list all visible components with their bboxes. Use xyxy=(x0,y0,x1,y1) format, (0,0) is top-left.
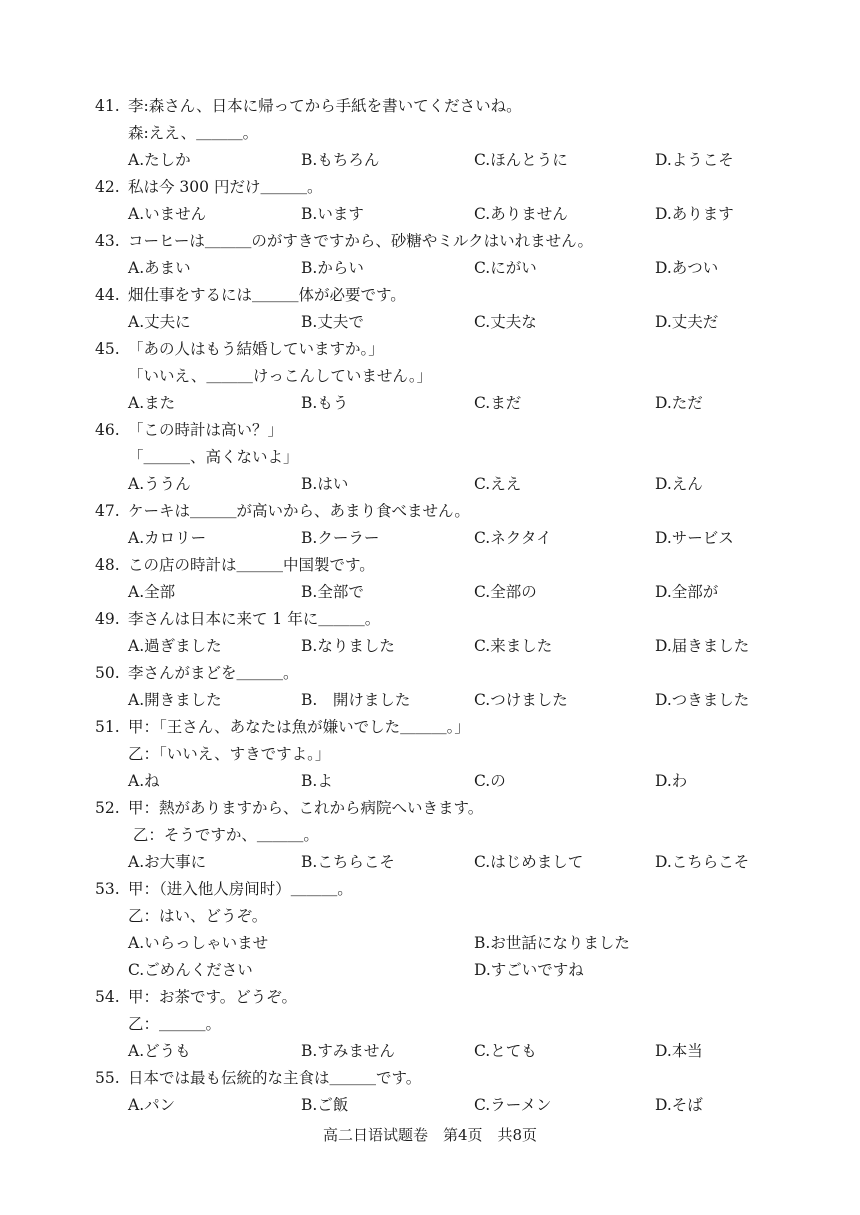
answer-option: A.どうも xyxy=(128,1042,191,1060)
question-number: 41. xyxy=(95,97,120,115)
answer-option: D.ただ xyxy=(655,394,703,412)
answer-option: D.あつい xyxy=(655,259,719,277)
question-stem xyxy=(95,93,860,120)
question xyxy=(95,174,860,228)
stem-text: 「あの人はもう結婚していますか。」 xyxy=(128,340,384,358)
answer-option: C.ほんとうに xyxy=(474,151,568,169)
answer-option: B.はい xyxy=(301,475,349,493)
stem-text: 李さんは日本に来て 1 年に＿＿＿。 xyxy=(128,610,381,628)
answer-option: D.つきました xyxy=(655,691,750,709)
answer-option: B.よ xyxy=(301,772,333,790)
question-stem xyxy=(95,174,860,201)
question-stem xyxy=(95,606,860,633)
question-stem xyxy=(95,336,860,363)
stem-text: 乙：「いいえ、すきですよ。」 xyxy=(128,745,331,763)
question xyxy=(95,714,860,795)
options-row xyxy=(128,957,860,984)
question xyxy=(95,552,860,606)
answer-option: C.ネクタイ xyxy=(474,529,552,547)
answer-option: D.丈夫だ xyxy=(655,313,719,331)
question-stem-line xyxy=(95,120,860,147)
question-stem-line xyxy=(95,363,860,390)
answer-option: D.あります xyxy=(655,205,734,223)
options-row xyxy=(128,768,860,795)
answer-option: D.そば xyxy=(655,1096,703,1114)
question-number: 47. xyxy=(95,502,120,520)
answer-option: B.丈夫で xyxy=(301,313,364,331)
answer-option: A.あまい xyxy=(128,259,191,277)
question-number: 51. xyxy=(95,718,120,736)
stem-text: ケーキは＿＿＿が高いから、あまり食べません。 xyxy=(128,502,470,520)
question-stem xyxy=(95,660,860,687)
answer-option: C.はじめまして xyxy=(474,853,584,871)
answer-option: D.ようこそ xyxy=(655,151,734,169)
answer-option: A.丈夫に xyxy=(128,313,191,331)
question-stem-line xyxy=(95,903,860,930)
question xyxy=(95,336,860,417)
answer-option: C.ごめんください xyxy=(128,961,253,979)
answer-option: B.全部で xyxy=(301,583,364,601)
question-stem xyxy=(95,984,860,1011)
question xyxy=(95,417,860,498)
answer-option: C.ラーメン xyxy=(474,1096,552,1114)
options-row xyxy=(128,687,860,714)
answer-option: A.いません xyxy=(128,205,207,223)
question xyxy=(95,606,860,660)
stem-text: 森:ええ、＿＿＿。 xyxy=(128,124,259,142)
question-number: 43. xyxy=(95,232,120,250)
answer-option: B. 開けました xyxy=(301,691,411,709)
question-number: 53. xyxy=(95,880,120,898)
question xyxy=(95,876,860,984)
question-stem xyxy=(95,714,860,741)
answer-option: D.えん xyxy=(655,475,703,493)
question-stem-line xyxy=(95,741,860,768)
stem-text: 甲：（进入他人房间时）＿＿＿。 xyxy=(128,880,353,898)
answer-option: C.つけました xyxy=(474,691,568,709)
answer-option: C.の xyxy=(474,772,506,790)
answer-option: B.もちろん xyxy=(301,151,380,169)
options-row xyxy=(128,633,860,660)
stem-text: 「いいえ、＿＿＿けっこんしていません。」 xyxy=(128,367,433,385)
answer-option: A.開きました xyxy=(128,691,222,709)
options-row xyxy=(128,525,860,552)
stem-text: 甲：お茶です。どうぞ。 xyxy=(128,988,297,1006)
question-number: 44. xyxy=(95,286,120,304)
question-stem xyxy=(95,228,860,255)
question-stem xyxy=(95,795,860,822)
question-stem xyxy=(95,498,860,525)
question-number: 54. xyxy=(95,988,120,1006)
answer-option: C.ありません xyxy=(474,205,568,223)
stem-text: 甲：「王さん、あなたは魚が嫌いでした＿＿＿。」 xyxy=(128,718,470,736)
question xyxy=(95,984,860,1065)
stem-text: 乙：はい、どうぞ。 xyxy=(128,907,268,925)
question-number: 52. xyxy=(95,799,120,817)
stem-text: 甲：熱がありますから、これから病院へいきます。 xyxy=(128,799,484,817)
stem-text: この店の時計は＿＿＿中国製です。 xyxy=(128,556,375,574)
answer-option: D.サービス xyxy=(655,529,734,547)
answer-option: A.ね xyxy=(128,772,160,790)
question-list xyxy=(0,93,860,1119)
answer-option: C.ええ xyxy=(474,475,522,493)
question-stem xyxy=(95,876,860,903)
stem-text: 日本では最も伝統的な主食は＿＿＿です。 xyxy=(128,1069,422,1087)
stem-text: 乙：そうですか、＿＿＿。 xyxy=(128,826,319,844)
answer-option: A.ううん xyxy=(128,475,191,493)
question xyxy=(95,228,860,282)
stem-text: 李さんがまどを＿＿＿。 xyxy=(128,664,299,682)
options-row xyxy=(128,309,860,336)
question-stem xyxy=(95,417,860,444)
answer-option: D.届きました xyxy=(655,637,750,655)
answer-option: A.過ぎました xyxy=(128,637,222,655)
question-number: 46. xyxy=(95,421,120,439)
question-number: 42. xyxy=(95,178,120,196)
question-number: 48. xyxy=(95,556,120,574)
answer-option: C.来ました xyxy=(474,637,553,655)
answer-option: D.全部が xyxy=(655,583,719,601)
stem-text: 李:森さん、日本に帰ってから手紙を書いてくださいね。 xyxy=(128,97,522,115)
answer-option: C.とても xyxy=(474,1042,537,1060)
answer-option: A.いらっしゃいませ xyxy=(128,934,269,952)
options-row xyxy=(128,1038,860,1065)
question xyxy=(95,1065,860,1119)
question-number: 50. xyxy=(95,664,120,682)
answer-option: A.お大事に xyxy=(128,853,207,871)
question-number: 49. xyxy=(95,610,120,628)
question-stem xyxy=(95,1065,860,1092)
answer-option: C.にがい xyxy=(474,259,537,277)
question-number: 45. xyxy=(95,340,120,358)
question-stem-line xyxy=(95,444,860,471)
answer-option: B.すみません xyxy=(301,1042,395,1060)
answer-option: B.もう xyxy=(301,394,349,412)
options-row xyxy=(128,471,860,498)
answer-option: D.本当 xyxy=(655,1042,703,1060)
answer-option: A.カロリー xyxy=(128,529,207,547)
stem-text: 「＿＿＿、高くないよ」 xyxy=(128,448,299,466)
question-stem-line xyxy=(95,822,860,849)
options-row xyxy=(128,390,860,417)
page-footer: 高二日语试题卷 第4页 共8页 xyxy=(322,1126,538,1144)
options-row xyxy=(128,849,860,876)
stem-text: コーヒーは＿＿＿のがすきですから、砂糖やミルクはいれません。 xyxy=(128,232,594,250)
answer-option: B.からい xyxy=(301,259,364,277)
answer-option: C.まだ xyxy=(474,394,522,412)
question xyxy=(95,498,860,552)
answer-option: B.クーラー xyxy=(301,529,380,547)
stem-text: 乙：＿＿＿。 xyxy=(128,1015,222,1033)
answer-option: D.こちらこそ xyxy=(655,853,750,871)
answer-option: A.たしか xyxy=(128,151,191,169)
answer-option: B.ご飯 xyxy=(301,1096,349,1114)
answer-option: C.丈夫な xyxy=(474,313,537,331)
question xyxy=(95,795,860,876)
options-row xyxy=(128,1092,860,1119)
answer-option: A.全部 xyxy=(128,583,176,601)
answer-option: B.います xyxy=(301,205,364,223)
answer-option: B.なりました xyxy=(301,637,395,655)
answer-option: B.こちらこそ xyxy=(301,853,395,871)
stem-text: 「この時計は高い？」 xyxy=(128,421,284,439)
stem-text: 私は今 300 円だけ＿＿＿。 xyxy=(128,178,323,196)
options-row xyxy=(128,201,860,228)
answer-option: D.わ xyxy=(655,772,688,790)
options-row xyxy=(128,930,860,957)
answer-option: A.また xyxy=(128,394,176,412)
options-row xyxy=(128,255,860,282)
answer-option: C.全部の xyxy=(474,583,537,601)
question-stem-line xyxy=(95,1011,860,1038)
stem-text: 畑仕事をするには＿＿＿体が必要です。 xyxy=(128,286,406,304)
question-stem xyxy=(95,282,860,309)
answer-option: A.パン xyxy=(128,1096,176,1114)
question-number: 55. xyxy=(95,1069,120,1087)
question xyxy=(95,93,860,174)
question-stem xyxy=(95,552,860,579)
answer-option: D.すごいですね xyxy=(474,961,584,979)
question xyxy=(95,282,860,336)
options-row xyxy=(128,147,860,174)
answer-option: B.お世話になりました xyxy=(474,934,630,952)
question xyxy=(95,660,860,714)
options-row xyxy=(128,579,860,606)
